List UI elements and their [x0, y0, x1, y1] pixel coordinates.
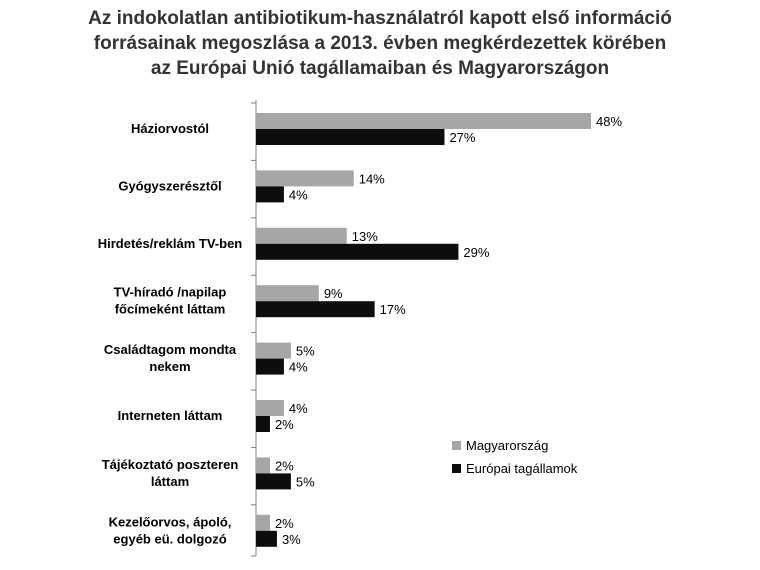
bar-europai-tagallamok — [256, 473, 291, 489]
bar-magyarorszag — [256, 343, 291, 359]
data-label: 2% — [274, 458, 294, 474]
bar-magyarorszag — [256, 170, 354, 186]
category-label: Interneten láttam — [117, 408, 223, 423]
category-label: láttam — [150, 473, 190, 489]
data-label: 2% — [274, 515, 294, 531]
bar-europai-tagallamok — [256, 531, 277, 547]
bar-magyarorszag — [256, 457, 270, 473]
bar-europai-tagallamok — [256, 244, 458, 260]
data-label: 9% — [323, 286, 343, 302]
data-label: 2% — [274, 417, 294, 432]
bar-magyarorszag — [256, 113, 591, 129]
legend-swatch-europai-tagallamok — [452, 464, 461, 473]
bar-magyarorszag — [256, 400, 284, 416]
category-label: Gyógyszerésztől — [118, 178, 222, 194]
category-label: nekem — [149, 359, 191, 375]
category-label: Hirdetés/reklám TV-ben — [97, 235, 243, 251]
data-label: 3% — [281, 531, 301, 547]
category-label: Családtagom mondta — [103, 342, 237, 358]
data-label: 48% — [596, 114, 623, 129]
data-label: 4% — [288, 401, 308, 416]
category-label: Háziorvostól — [130, 121, 210, 136]
chart-title-line-1: Az indokolatlan antibiotikum-használatról kapott első információ — [88, 8, 672, 29]
legend-swatch-magyarorszag — [452, 441, 461, 450]
data-label: 29% — [463, 244, 490, 260]
chart-title-line-3: az Európai Unió tagállamaiban és Magyarországon — [150, 58, 610, 79]
data-label: 14% — [358, 171, 385, 187]
data-label: 4% — [288, 187, 308, 203]
category-label: egyéb eü. dolgozó — [113, 531, 227, 547]
data-label: 5% — [295, 474, 315, 490]
data-label: 13% — [351, 228, 378, 244]
bar-magyarorszag — [256, 285, 319, 301]
category-label: Tájékoztató poszteren — [101, 456, 239, 472]
bar-magyarorszag — [256, 228, 347, 244]
chart-title-line-2: forrásainak megoszlása a 2013. évben megkérdezettek körében — [93, 33, 667, 54]
legend-label-magyarorszag: Magyarország — [466, 438, 549, 453]
data-label: 4% — [288, 359, 308, 375]
bar-magyarorszag — [256, 515, 270, 531]
legend-label-europai-tagallamok: Európai tagállamok — [466, 461, 578, 476]
category-label: TV-híradó /napilap — [113, 284, 227, 300]
bar-europai-tagallamok — [256, 301, 375, 317]
data-label: 5% — [295, 343, 315, 359]
bar-europai-tagallamok — [256, 416, 270, 432]
bar-europai-tagallamok — [256, 359, 284, 375]
bar-europai-tagallamok — [256, 186, 284, 202]
data-label: 27% — [449, 130, 476, 145]
category-label: főcímeként láttam — [114, 301, 226, 317]
category-label: Kezelőorvos, ápoló, — [108, 514, 232, 530]
data-label: 17% — [379, 302, 406, 318]
bar-europai-tagallamok — [256, 129, 444, 145]
